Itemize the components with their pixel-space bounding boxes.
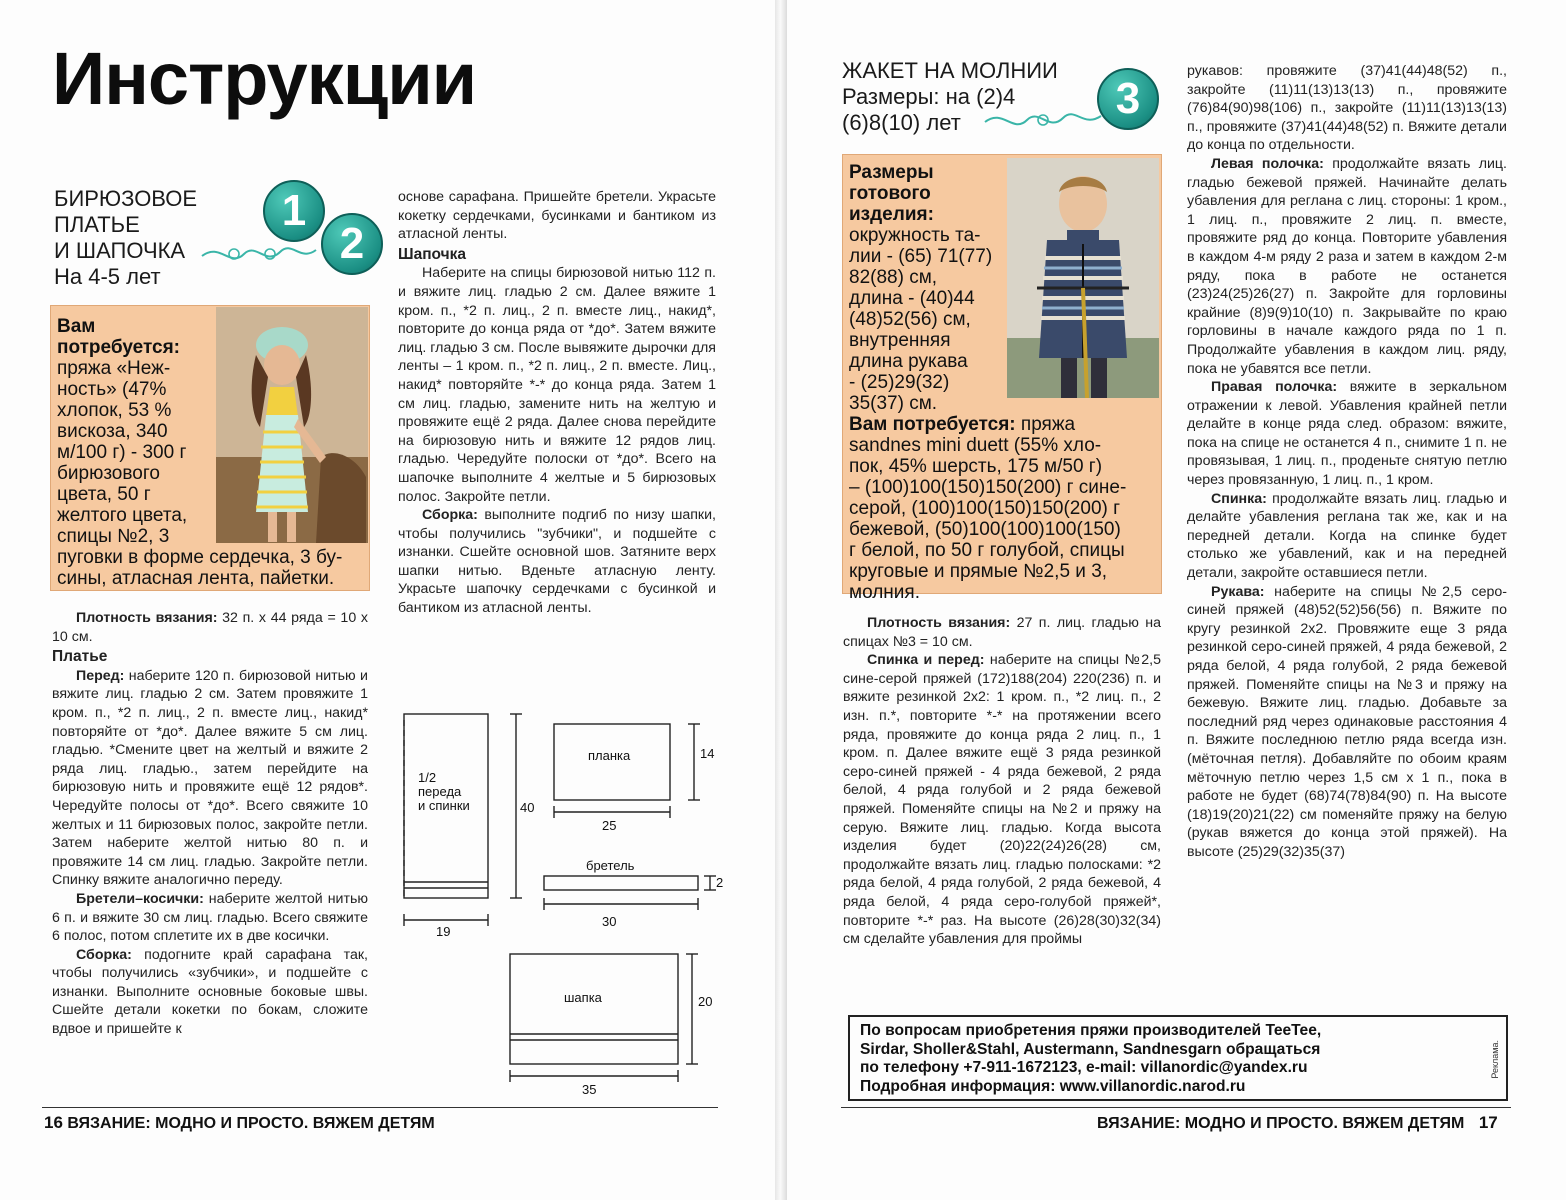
needs-line: бежевой, (50)100(100)100(150) <box>849 519 1121 540</box>
diagram-label-piece1: 1/2 <box>418 770 437 785</box>
ad-line: Sirdar, Sholler&Stahl, Austermann, Sandnesgarn обращаться <box>860 1040 1321 1058</box>
diagram-label-hat: шапка <box>564 990 602 1005</box>
diagram-dim-strap-width: 30 <box>602 914 617 929</box>
left-page <box>0 0 775 1200</box>
diagram-dim-hat-height: 20 <box>698 994 713 1009</box>
footer-rule <box>841 1107 1511 1108</box>
project-sizes-line: (6)8(10) лет <box>842 110 961 135</box>
materials-line: спицы №2, 3 <box>57 526 170 547</box>
size-label-line: Размеры <box>849 162 934 183</box>
project-title-line: И ШАПОЧКА <box>54 238 186 263</box>
materials-line: цвета, 50 г <box>57 484 151 505</box>
diagram-label-plank: планка <box>588 748 631 763</box>
continuation-paragraph: основе сарафана. Пришейте бретели. Украсьте кокетку сердечками, бусинками и бантиком из атласной ленты. <box>398 189 716 243</box>
yarn-curl-icon <box>200 232 330 272</box>
diagram-label-strap: бретель <box>586 858 635 873</box>
book-spine <box>775 0 787 1200</box>
sleeves-paragraph: Рукава: наберите на спицы №2,5 серо-синей пряжей (48)52(52)56(56) п. Вяжите по кругу резинкой 2х2. Провяжите еще 3 ряда резинкой серо-синей пряжей, 4 ряда бежевой, 2 ряда белой, 4 ряда голубой, 2 ряда бежевой пряжей. Поменяйте спицы на №3 и пряжу на бежевую. Вяжите лиц. гладью. Добавьте за последний ряд через одинаковые расстояния 4 п. Вяжите последнюю петлю ряда всегда изн. (мёточная петля). Добавляйте по обоим краям мёточную петлю через 1,5 см х 1 п., пока в работе не будет (68)74(78)84(90) п. На высоте (18)19(20)21(22) см поменяйте пряжу на белую (рукав вяжется до конца этой пряжей). На высоте (25)29(32)35(37) <box>1187 583 1507 860</box>
project-sizes-line: Размеры: на (2)4 <box>842 84 1016 109</box>
footer-title: ВЯЗАНИЕ: МОДНО И ПРОСТО. ВЯЖЕМ ДЕТЯМ <box>1097 1115 1465 1132</box>
density-paragraph: Плотность вязания: 27 п. лиц. гладью на спицах №3 = 10 см. <box>843 615 1161 650</box>
back-paragraph: Спинка: продолжайте вязать лиц. гладью и делайте убавления реглана так же, как и на передней детали. Когда на спинке будет столько же убавлений, как и на передней детали, закройте оставшиеся петли. <box>1187 490 1507 582</box>
left-column-2 <box>398 188 716 618</box>
size-line: длина рукава <box>849 351 968 372</box>
materials-line: вискоза, 340 <box>57 421 168 442</box>
hat-assembly-paragraph: Сборка: выполните подгиб по низу шапки, чтобы получились "зубчики", и подшейте с изнанки. Сшейте основной шов. Затяните верх шапки нитью. Вденьте атласную ленту. Украсьте шапочку сердечками с бусинкой и бантиком из атласной ленты. <box>398 507 716 617</box>
project-title-line: ЖАКЕТ НА МОЛНИИ <box>842 58 1058 83</box>
hat-paragraph: Наберите на спицы бирюзовой нитью 112 п. и вяжите лиц. гладью 2 см. Далее вяжите 1 кром. п., *2 п. лиц., 2 п. вместе лиц., накид*, повторите до конца ряда от *до*. Затем вяжите лиц. гладью 3 см. После вывяжите дырочки для ленты – 1 кром. п., *2 п. лиц., 2 п. вместе. Лиц., накид* повторяйте *-* до конца ряда. Затем 1 см лиц. гладью, замените нить на желтую и провяжите ещё 2 ряда. Далее снова перейдите на бирюзовую нить и вяжите 12 рядов лиц. гладью. Чередуйте полоски от *до*. Всего на шапочке выполните 4 желтые и 5 бирюзовых полос. Закройте петли. <box>398 265 716 505</box>
materials-label: Вам потребуется: <box>57 316 180 358</box>
straps-paragraph: Бретели–косички: наберите желтой нитью 6 п. и вяжите 30 см лиц. гладью. Всего свяжите 6 полос, потом сплетите их в две косички. <box>52 890 368 945</box>
diagram-dim-strap-height: 2 <box>716 875 724 890</box>
back-front-paragraph: Спинка и перед: наберите на спицы №2,5 сине-серой пряжей (172)188(204) 220(236) п. и вяжите резинкой 2х2: 1 кром. п., *2 лиц. п., 2 изн. п.*, повторите *-* на протяжении всего ряда, провяжите до конца ряда 2 лиц. п., 1 кром. п. Далее вяжите ещё 3 ряда резинкой серо-синей пряжей - 4 ряда бежевой, 2 ряда белой, 4 ряда голубой и 2 ряда бежевой пряжей. Поменяйте спицы на №2 и пряжу на серую. Вяжите лиц. гладью. Когда высота изделия будет (20)22(24)26(28) см, продолжайте вязать лиц. гладью полосками: *2 ряда белой, 4 ряда голубой, 2 ряда бежевой, 4 ряда белой, 4 ряда серо-голубой пряжей*, повторите *-* раз. На высоте (26)28(30)32(34) см сделайте убавления для проймы <box>843 652 1161 948</box>
diagram-label-piece1: и спинки <box>418 798 470 813</box>
size-line: длина - (40)44 <box>849 288 975 309</box>
diagram-dim-piece1-height: 40 <box>520 800 535 815</box>
size-line: окружность та- <box>849 225 981 246</box>
size-label-line: готового <box>849 183 931 204</box>
page-heading: Инструкции <box>52 37 477 120</box>
needs-label: Вам потребуется: <box>849 414 1016 435</box>
materials-line: м/100 г) - 300 г <box>57 442 187 463</box>
size-line: лии - (65) 71(77) <box>849 246 993 267</box>
left-column-1 <box>52 609 368 1039</box>
right-footer <box>1097 1113 1498 1133</box>
size-label-line: изделия: <box>849 204 934 225</box>
needs-line: sandnes mini duett (55% хло- <box>849 435 1102 456</box>
materials-text <box>57 316 357 589</box>
ad-line: По вопросам приобретения пряжи производителей TeeTee, <box>860 1022 1322 1039</box>
dress-heading: Платье <box>52 648 108 666</box>
footer-rule <box>42 1107 718 1108</box>
ad-line: по телефону +7-911-1672123, e-mail: villanordic@yandex.ru <box>860 1059 1308 1076</box>
materials-line: бирюзового <box>57 463 160 484</box>
needs-line: круговые и прямые №2,5 и 3, <box>849 561 1108 582</box>
size-line: (48)52(56) см, <box>849 309 971 330</box>
needs-line: серой, (100)100(150)150(200) г <box>849 498 1121 519</box>
needs-line: г белой, по 50 г голубой, спицы <box>849 540 1125 561</box>
project-badge-1: 1 <box>263 180 325 242</box>
materials-line: сины, атласная лента, пайетки. <box>57 568 335 589</box>
ad-line: Подробная информация: www.villanordic.narod.ru <box>860 1077 1246 1095</box>
materials-line: ность» (47% <box>57 379 167 400</box>
diagram-dim-piece1-width: 19 <box>436 924 451 939</box>
project-badge-2: 2 <box>321 213 383 275</box>
left-footer <box>44 1113 435 1133</box>
front-paragraph: Перед: наберите 120 п. бирюзовой нитью и вяжите лиц. гладью 2 см. Затем провяжите 1 кром. п., *2 п. лиц., 2 п. вместе лиц., накид* повторяйте от *до*. Далее вяжите 5 см лиц. гладью. *Смените цвет на желтый и вяжите 2 ряда лиц. гладью., затем перейдите на бирюзовую нить и провяжите ещё 12 рядов*. Чередуйте полосы от *до*. Всего свяжите 10 желтых и 11 бирюзовых полос, закройте петли. Затем наберите желтой нитью 80 п. и провяжите 14 см лиц. гладью. Закройте петли. Спинку вяжите аналогично переду. <box>52 667 368 889</box>
diagram-dim-hat-width: 35 <box>582 1082 597 1097</box>
density-paragraph: Плотность вязания: 32 п. х 44 ряда = 10 х 10 см. <box>52 610 368 645</box>
materials-line: хлопок, 53 % <box>57 400 172 421</box>
size-line: 35(37) см. <box>849 393 938 414</box>
project-badge-3: 3 <box>1097 68 1159 130</box>
ad-side-label: Реклама. <box>1490 1040 1500 1079</box>
needs-line: пок, 45% шерсть, 175 м/50 г) <box>849 456 1103 477</box>
size-line: - (25)29(32) <box>849 372 950 393</box>
materials-line: пряжа «Неж- <box>57 358 171 379</box>
materials-line: желтого цвета, <box>57 505 188 526</box>
continuation-paragraph: рукавов: провяжите (37)41(44)48(52) п., закройте (11)11(13)13(13) п., провяжите (76)84(90)98(106) п., закройте (11)11(13)13(13) п., провяжите (37)41(44)48(52) п. Вяжите детали до конца по отдельности. <box>1187 63 1507 154</box>
jacket-panel-text: Размеры готового изделия: окружность та- лии - (65) 71(77) 82(88) см, длина - (40)44 (48)52(56) см, внутренняя длина рукава - (25)29(32) 35(37) см. Вам потребуется: пряжа sandnes mini duett (55% хло- пок, 45% шерсть, 175 м/50 г) – (100)100(150)150(200) г сине- серой, (100)100(150)150(200) г бежевой, (50)100(100)100(150) г белой, по 50 г голубой, спицы круговые и прямые №2,5 и 3, молния. <box>849 162 1159 603</box>
footer-title: ВЯЗАНИЕ: МОДНО И ПРОСТО. ВЯЖЕМ ДЕТЯМ <box>67 1115 435 1132</box>
needs-line: – (100)100(150)150(200) г сине- <box>849 477 1127 498</box>
project-title-line: БИРЮЗОВОЕ <box>54 186 198 211</box>
yarn-curl-icon <box>983 104 1113 138</box>
materials-line: пуговки в форме сердечка, 3 бу- <box>57 547 343 568</box>
right-column-1 <box>843 614 1161 949</box>
size-line: внутренняя <box>849 330 951 351</box>
assembly-paragraph: Сборка: подогните край сарафана так, чтобы получились «зубчики», и подшейте с изнанки. Выполните основные боковые швы. Сшейте детали кокетки по бокам, сложите вдвое и пришейте к <box>52 946 368 1038</box>
page-number: 16 <box>44 1113 63 1132</box>
patterns-diagram <box>392 700 732 1100</box>
project-age: На 4-5 лет <box>54 264 161 289</box>
advertisement-box <box>848 1015 1508 1101</box>
hat-heading: Шапочка <box>398 245 467 263</box>
project-title-line: ПЛАТЬЕ <box>54 212 140 237</box>
diagram-dim-plank-width: 25 <box>602 818 617 833</box>
right-front-paragraph: Правая полочка: вяжите в зеркальном отражении к левой. Убавления крайней петли делайте в конце ряда след. образом: вяжите, пока на спице не останется 4 п., снимите 1 п. не провязывая, 1 лиц. п., проденьте снятую петлю через провязанную, 1 лиц. п., 1 кром. <box>1187 379 1507 489</box>
page-number: 17 <box>1478 1113 1498 1132</box>
needs-line: молния. <box>849 582 920 603</box>
right-column-2 <box>1187 62 1507 862</box>
left-front-paragraph: Левая полочка: продолжайте вязать лиц. гладью бежевой пряжей. Начинайте делать убавления для реглана с лиц. стороны: 1 кром., 1 лиц. п., провяжите 2 лиц. п. вместе, провяжите ряд до конца. Повторите убавления в каждом 4-м ряду 2 раза и затем в каждом 2-м ряду, пока в работе не останется (23)24(25)26(27) п. Закройте для горловины крайние (8)9(9)10(10) п. Закрывайте по краю горловины в начале каждого ряда по 1 п. Продолжайте убавления в каждом лиц. ряду, пока не убавятся все петли. <box>1187 155 1507 377</box>
diagram-dim-plank-height: 14 <box>700 746 715 761</box>
size-line: 82(88) см, <box>849 267 938 288</box>
project-title-dress <box>54 186 197 290</box>
diagram-label-piece1: переда <box>418 784 462 799</box>
